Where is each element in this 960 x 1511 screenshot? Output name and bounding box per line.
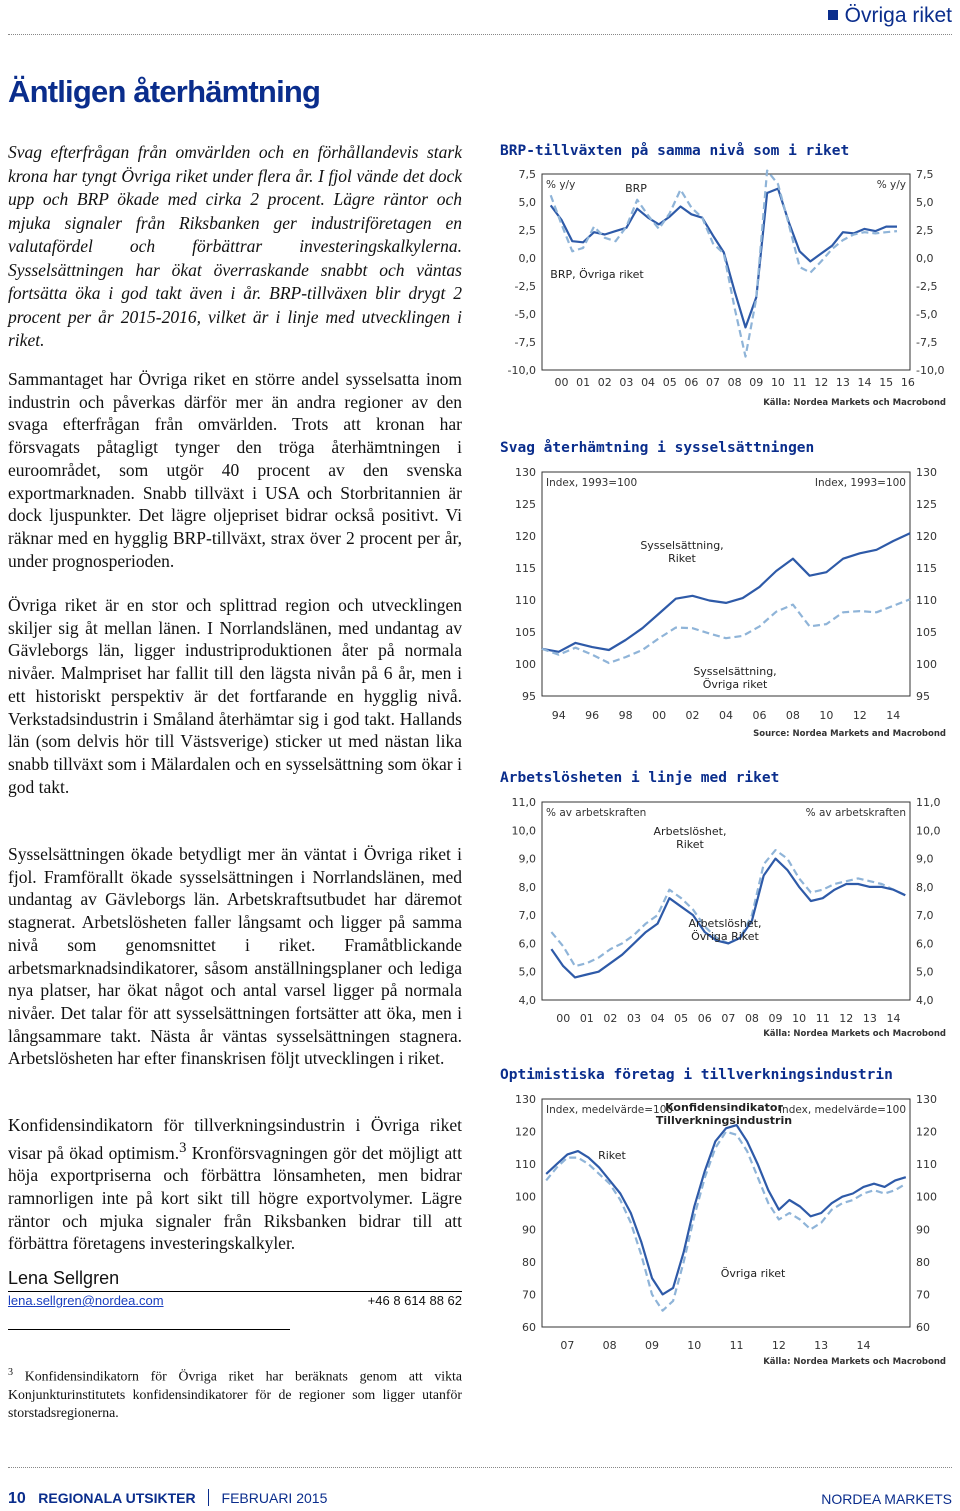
chart-employment xyxy=(500,460,956,740)
x-tick-label: 13 xyxy=(835,376,850,389)
x-tick-label: 02 xyxy=(603,1012,618,1025)
x-tick-label: 06 xyxy=(697,1012,712,1025)
y-tick-label-right: 0,0 xyxy=(916,252,934,265)
x-tick-label: 07 xyxy=(721,1012,736,1025)
y-tick-label-left: 7,5 xyxy=(518,168,536,181)
y-tick-label-right: 7,0 xyxy=(916,909,934,923)
y-tick-label-right: 6,0 xyxy=(916,937,934,951)
y-tick-label-right: 105 xyxy=(916,626,937,639)
y-tick-label-right: 110 xyxy=(916,594,937,607)
y-tick-label-left: 10,0 xyxy=(511,824,536,838)
series-label: BRP, Övriga riket xyxy=(550,268,644,281)
series-line-0 xyxy=(542,533,910,652)
y-tick-label-left: 110 xyxy=(515,594,536,607)
paragraph-4-text-b: Kronförsvagningen gör det möjligt att höja exportpriserna och förbättra lönsamheten, men bidrar ramnorligen inte på kort sikt till högre exportvolymer. Lägre räntor och mjuka signaler från Riksbanken bidrar till att förbättra företagens investeringskalkyler. xyxy=(8,1142,462,1254)
y-tick-label-left: 2,5 xyxy=(518,224,536,237)
series-label: Sysselsättning, Övriga riket xyxy=(693,665,777,691)
y-tick-label-right: 70 xyxy=(916,1288,930,1302)
y-tick-label-right: 5,0 xyxy=(916,196,934,209)
y-tick-label-right: 120 xyxy=(916,1125,937,1139)
y-tick-label-left: 0,0 xyxy=(518,252,536,265)
author-block xyxy=(8,1268,462,1308)
x-tick-label: 15 xyxy=(879,376,894,389)
square-bullet-icon xyxy=(828,10,838,20)
series-label: BRP xyxy=(625,182,647,195)
x-tick-label: 05 xyxy=(674,1012,689,1025)
y-tick-label-right: 5,0 xyxy=(916,965,934,979)
x-tick-label: 09 xyxy=(768,1012,783,1025)
y-tick-label-left: -5,0 xyxy=(514,308,536,321)
x-tick-label: 11 xyxy=(729,1339,744,1352)
x-tick-label: 01 xyxy=(576,376,591,389)
y-tick-label-right: -7,5 xyxy=(916,336,938,349)
y-tick-label-right: 10,0 xyxy=(916,824,941,838)
paragraph-4 xyxy=(8,1114,462,1255)
y-tick-label-left: 115 xyxy=(515,562,536,575)
x-tick-label: 01 xyxy=(579,1012,594,1025)
section-label xyxy=(828,4,952,28)
author-email-link[interactable]: lena.sellgren@nordea.com xyxy=(8,1293,164,1308)
x-tick-label: 02 xyxy=(685,709,700,722)
x-tick-label: 04 xyxy=(719,709,733,722)
chart-1-title: BRP-tillväxten på samma nivå som i riket xyxy=(500,143,850,159)
y-tick-label-right: 100 xyxy=(916,1190,937,1204)
page-header xyxy=(0,0,960,40)
x-tick-label: 14 xyxy=(886,1012,901,1025)
x-tick-label: 12 xyxy=(814,376,829,389)
y-tick-label-left: 100 xyxy=(515,1190,536,1204)
y-tick-label-right: 130 xyxy=(916,466,937,479)
y-tick-label-right: 125 xyxy=(916,498,937,511)
unit-label-right: Index, 1993=100 xyxy=(814,477,906,489)
y-tick-label-left: 5,0 xyxy=(518,196,536,209)
x-tick-label: 14 xyxy=(886,709,901,722)
ingress: Svag efterfrågan från omvärlden och en förhållandevis stark krona har tyngt Övriga riket under flera år. I fjol vände det dock upp och BRP ökade med cirka 2 procent. Lägre räntor och mjuka signaler från Riksbanken ger industriföretagen en valutafördel och förbättrar investeringskalkylerna. Sysselsättningen har ökat överraskande snabbt och väntas fortsätta öka i god takt även i år. BRP-tillväxen blir drygt 2 procent per år 2015-2016, vilket är i linje med utvecklingen i riket. xyxy=(8,142,462,350)
chart-source: Källa: Nordea Markets och Macrobond xyxy=(763,1357,946,1367)
page-footer xyxy=(8,1489,952,1508)
series-line-1 xyxy=(542,599,910,663)
chart-source: Source: Nordea Markets and Macrobond xyxy=(753,729,946,739)
y-tick-label-left: 11,0 xyxy=(511,796,536,809)
x-tick-label: 11 xyxy=(792,376,807,389)
x-tick-label: 98 xyxy=(618,709,633,722)
y-tick-label-right: 90 xyxy=(916,1223,930,1237)
series-line-0 xyxy=(551,850,905,966)
y-tick-label-left: -7,5 xyxy=(514,336,536,349)
y-tick-label-left: 9,0 xyxy=(518,852,536,866)
y-tick-label-left: 7,0 xyxy=(518,909,536,923)
chart-source: Källa: Nordea Markets och Macrobond xyxy=(763,1029,946,1039)
x-tick-label: 12 xyxy=(839,1012,854,1025)
y-tick-label-left: 8,0 xyxy=(518,880,536,894)
y-tick-label-left: 120 xyxy=(515,1125,536,1139)
y-tick-label-left: 6,0 xyxy=(518,937,536,951)
paragraph-3: Sysselsättningen ökade betydligt mer än väntat i Övriga riket i fjol. Framförallt ökade sysselsättningen i Norrlandslänen, med undantag av Gävleborgs län. Arbetskraftsutbudet har däremot stagnerat. Arbetslösheten faller långsamt och ligger på samma nivå som genomsnittet i riket. Framåtblickande arbetsmarknadsindikatorer, såsom anställningsplaner och lediga nya platser, har ökat något och antal varsel ligger på normala nivåer. Det talar för att sysselsättningen fortsätter att öka, men i långsammare takt. Nästa år väntas sysselsättningen stagnera. Arbetslösheten har efter finanskrisen följt utvecklingen i riket. xyxy=(8,844,462,1069)
x-tick-label: 08 xyxy=(785,709,800,722)
author-phone: +46 8 614 88 62 xyxy=(367,1293,462,1308)
series-label: Riket xyxy=(598,1149,626,1162)
y-tick-label-right: 11,0 xyxy=(916,796,941,809)
x-tick-label: 12 xyxy=(852,709,867,722)
x-tick-label: 03 xyxy=(627,1012,641,1025)
author-contact xyxy=(8,1293,462,1308)
chart-unemployment xyxy=(500,790,956,1040)
paragraph-1: Sammantaget har Övriga riket en större andel sysselsatta inom industrin och påverkas därför mer än andra regioner av den svaga efterfrågan från omvärlden. Trots att kronan har försvagats påtagligt tynger den tröga återhämtningen i euroområdet, som utgör 40 procent av den svenska exportmarknaden. Snabb tillväxt i USA och Storbritannien är dock ljuspunkter. Det lägre oljepriset bidrar också positivt. Vi räknar med en hygglig BRP-tillväxt, strax över 2 procent per år, under prognosperioden. xyxy=(8,369,462,571)
y-tick-label-right: 80 xyxy=(916,1255,930,1269)
x-tick-label: 10 xyxy=(792,1012,807,1025)
footnote-rule xyxy=(8,1329,290,1330)
y-tick-label-right: 100 xyxy=(916,658,937,671)
x-tick-label: 16 xyxy=(900,376,915,389)
x-tick-label: 14 xyxy=(856,1339,871,1352)
y-tick-label-left: 80 xyxy=(522,1255,536,1269)
y-tick-label-right: -10,0 xyxy=(916,364,945,377)
y-tick-label-left: 110 xyxy=(515,1158,536,1172)
chart-gdp-growth xyxy=(500,162,956,412)
y-tick-label-left: -2,5 xyxy=(514,280,536,293)
y-tick-label-right: 120 xyxy=(916,530,937,543)
footnote-reference: 3 xyxy=(179,1139,187,1156)
x-tick-label: 10 xyxy=(687,1339,702,1352)
y-tick-label-left: 125 xyxy=(515,498,536,511)
chart-4-title: Optimistiska företag i tillverkningsindustrin xyxy=(500,1067,893,1083)
unit-label-left: % y/y xyxy=(546,179,576,191)
y-tick-label-right: -2,5 xyxy=(916,280,938,293)
x-tick-label: 11 xyxy=(815,1012,830,1025)
y-tick-label-right: 95 xyxy=(916,690,930,703)
x-tick-label: 00 xyxy=(652,709,667,722)
y-tick-label-left: 4,0 xyxy=(518,994,536,1007)
y-tick-label-left: 130 xyxy=(515,466,536,479)
x-tick-label: 10 xyxy=(819,709,834,722)
y-tick-label-right: 2,5 xyxy=(916,224,934,237)
x-tick-label: 08 xyxy=(744,1012,759,1025)
x-tick-label: 07 xyxy=(706,376,721,389)
chart-source: Källa: Nordea Markets och Macrobond xyxy=(763,398,946,408)
series-label: Arbetslöshet, Riket xyxy=(653,825,727,851)
unit-label-right: % y/y xyxy=(876,179,906,191)
x-tick-label: 96 xyxy=(585,709,600,722)
y-tick-label-left: 70 xyxy=(522,1288,536,1302)
y-tick-label-left: 100 xyxy=(515,658,536,671)
x-tick-label: 13 xyxy=(814,1339,829,1352)
footnote-number: 3 xyxy=(8,1367,13,1378)
y-tick-label-left: 95 xyxy=(522,690,536,703)
footnote xyxy=(8,1364,462,1422)
unit-label-left: % av arbetskraften xyxy=(546,807,647,819)
x-tick-label: 00 xyxy=(556,1012,571,1025)
x-tick-label: 08 xyxy=(727,376,742,389)
page-number: 10 xyxy=(8,1490,26,1507)
unit-label-left: Index, 1993=100 xyxy=(546,477,638,489)
chart-center-label: Konfidensindikator Tillverkningsindustrin xyxy=(655,1101,793,1127)
brand-name: NORDEA MARKETS xyxy=(821,1491,952,1507)
chart-2-title: Svag återhämtning i sysselsättningen xyxy=(500,440,815,456)
series-line-1 xyxy=(551,171,897,357)
x-tick-label: 09 xyxy=(644,1339,659,1352)
publication-date: FEBRUARI 2015 xyxy=(221,1490,328,1506)
y-tick-label-left: 120 xyxy=(515,530,536,543)
y-tick-label-left: 90 xyxy=(522,1223,536,1237)
footer-separator xyxy=(208,1489,209,1506)
unit-label-right: Index, medelvärde=100 xyxy=(778,1104,906,1116)
x-tick-label: 06 xyxy=(752,709,767,722)
x-tick-label: 12 xyxy=(771,1339,786,1352)
y-tick-label-right: 4,0 xyxy=(916,994,934,1007)
y-tick-label-left: -10,0 xyxy=(507,364,536,377)
footer-divider xyxy=(8,1467,952,1468)
paragraph-2: Övriga riket är en stor och splittrad region och utvecklingen skiljer sig åt mellan länen. I Norrlandslänen, med undantag av Gävleborgs län, ligger industriproduktionen åter på normala nivåer. Malmpriset har fallit till den lägsta nivån på 6 år, men i ett historiskt perspektiv är det fortfarande en hygglig nivå. Verkstadsindustrin i Småland återhämtar sig i god takt. Hallands län (som delvis hör till Västsverige) sticker ut med nästan lika snabb tillväxt som i Mälardalen och en sysselsättning som ökar i god takt. xyxy=(8,595,462,797)
header-divider xyxy=(8,34,952,35)
x-tick-label: 04 xyxy=(641,376,656,389)
section-title: Övriga riket xyxy=(844,4,952,27)
x-tick-label: 07 xyxy=(560,1339,575,1352)
y-tick-label-right: 60 xyxy=(916,1321,930,1334)
y-tick-label-right: 110 xyxy=(916,1158,937,1172)
x-tick-label: 05 xyxy=(662,376,677,389)
unit-label-left: Index, medelvärde=100 xyxy=(546,1104,674,1116)
series-label: Övriga riket xyxy=(720,1267,786,1280)
y-tick-label-right: 7,5 xyxy=(916,168,934,181)
y-tick-label-left: 5,0 xyxy=(518,965,536,979)
y-tick-label-right: 8,0 xyxy=(916,880,934,894)
y-tick-label-right: -5,0 xyxy=(916,308,938,321)
series-label: Sysselsättning, Riket xyxy=(640,539,724,565)
footnote-text: Konfidensindikatorn för Övriga riket har beräknats genom att vikta Konjunkturinstitutets konfidensindikatorer för de regioner som ligger utanför storstadsregionerna. xyxy=(8,1368,462,1420)
y-tick-label-left: 60 xyxy=(522,1321,536,1334)
x-tick-label: 94 xyxy=(551,709,566,722)
x-tick-label: 04 xyxy=(650,1012,665,1025)
unit-label-right: % av arbetskraften xyxy=(805,807,906,819)
x-tick-label: 08 xyxy=(602,1339,617,1352)
chart-confidence-indicator xyxy=(500,1087,956,1367)
x-tick-label: 02 xyxy=(597,376,612,389)
plot-frame xyxy=(542,472,910,696)
x-tick-label: 03 xyxy=(619,376,634,389)
y-tick-label-left: 130 xyxy=(515,1093,536,1106)
y-tick-label-right: 130 xyxy=(916,1093,937,1106)
x-tick-label: 06 xyxy=(684,376,699,389)
x-tick-label: 00 xyxy=(554,376,569,389)
y-tick-label-right: 115 xyxy=(916,562,937,575)
y-tick-label-left: 105 xyxy=(515,626,536,639)
article-title: Äntligen återhämtning xyxy=(8,74,321,109)
x-tick-label: 10 xyxy=(770,376,785,389)
x-tick-label: 13 xyxy=(862,1012,877,1025)
series-label: Arbetslöshet, Övriga Riket xyxy=(688,917,762,943)
y-tick-label-right: 9,0 xyxy=(916,852,934,866)
x-tick-label: 09 xyxy=(749,376,764,389)
publication-name: REGIONALA UTSIKTER xyxy=(38,1490,196,1506)
author-rule xyxy=(8,1291,462,1292)
chart-3-title: Arbetslösheten i linje med riket xyxy=(500,770,780,786)
author-name: Lena Sellgren xyxy=(8,1268,120,1288)
paragraph-4-text-a: Konfidensindikatorn för tillverkningsindustrin i Övriga riket visar på ökad optimism. xyxy=(8,1115,462,1163)
x-tick-label: 14 xyxy=(857,376,872,389)
